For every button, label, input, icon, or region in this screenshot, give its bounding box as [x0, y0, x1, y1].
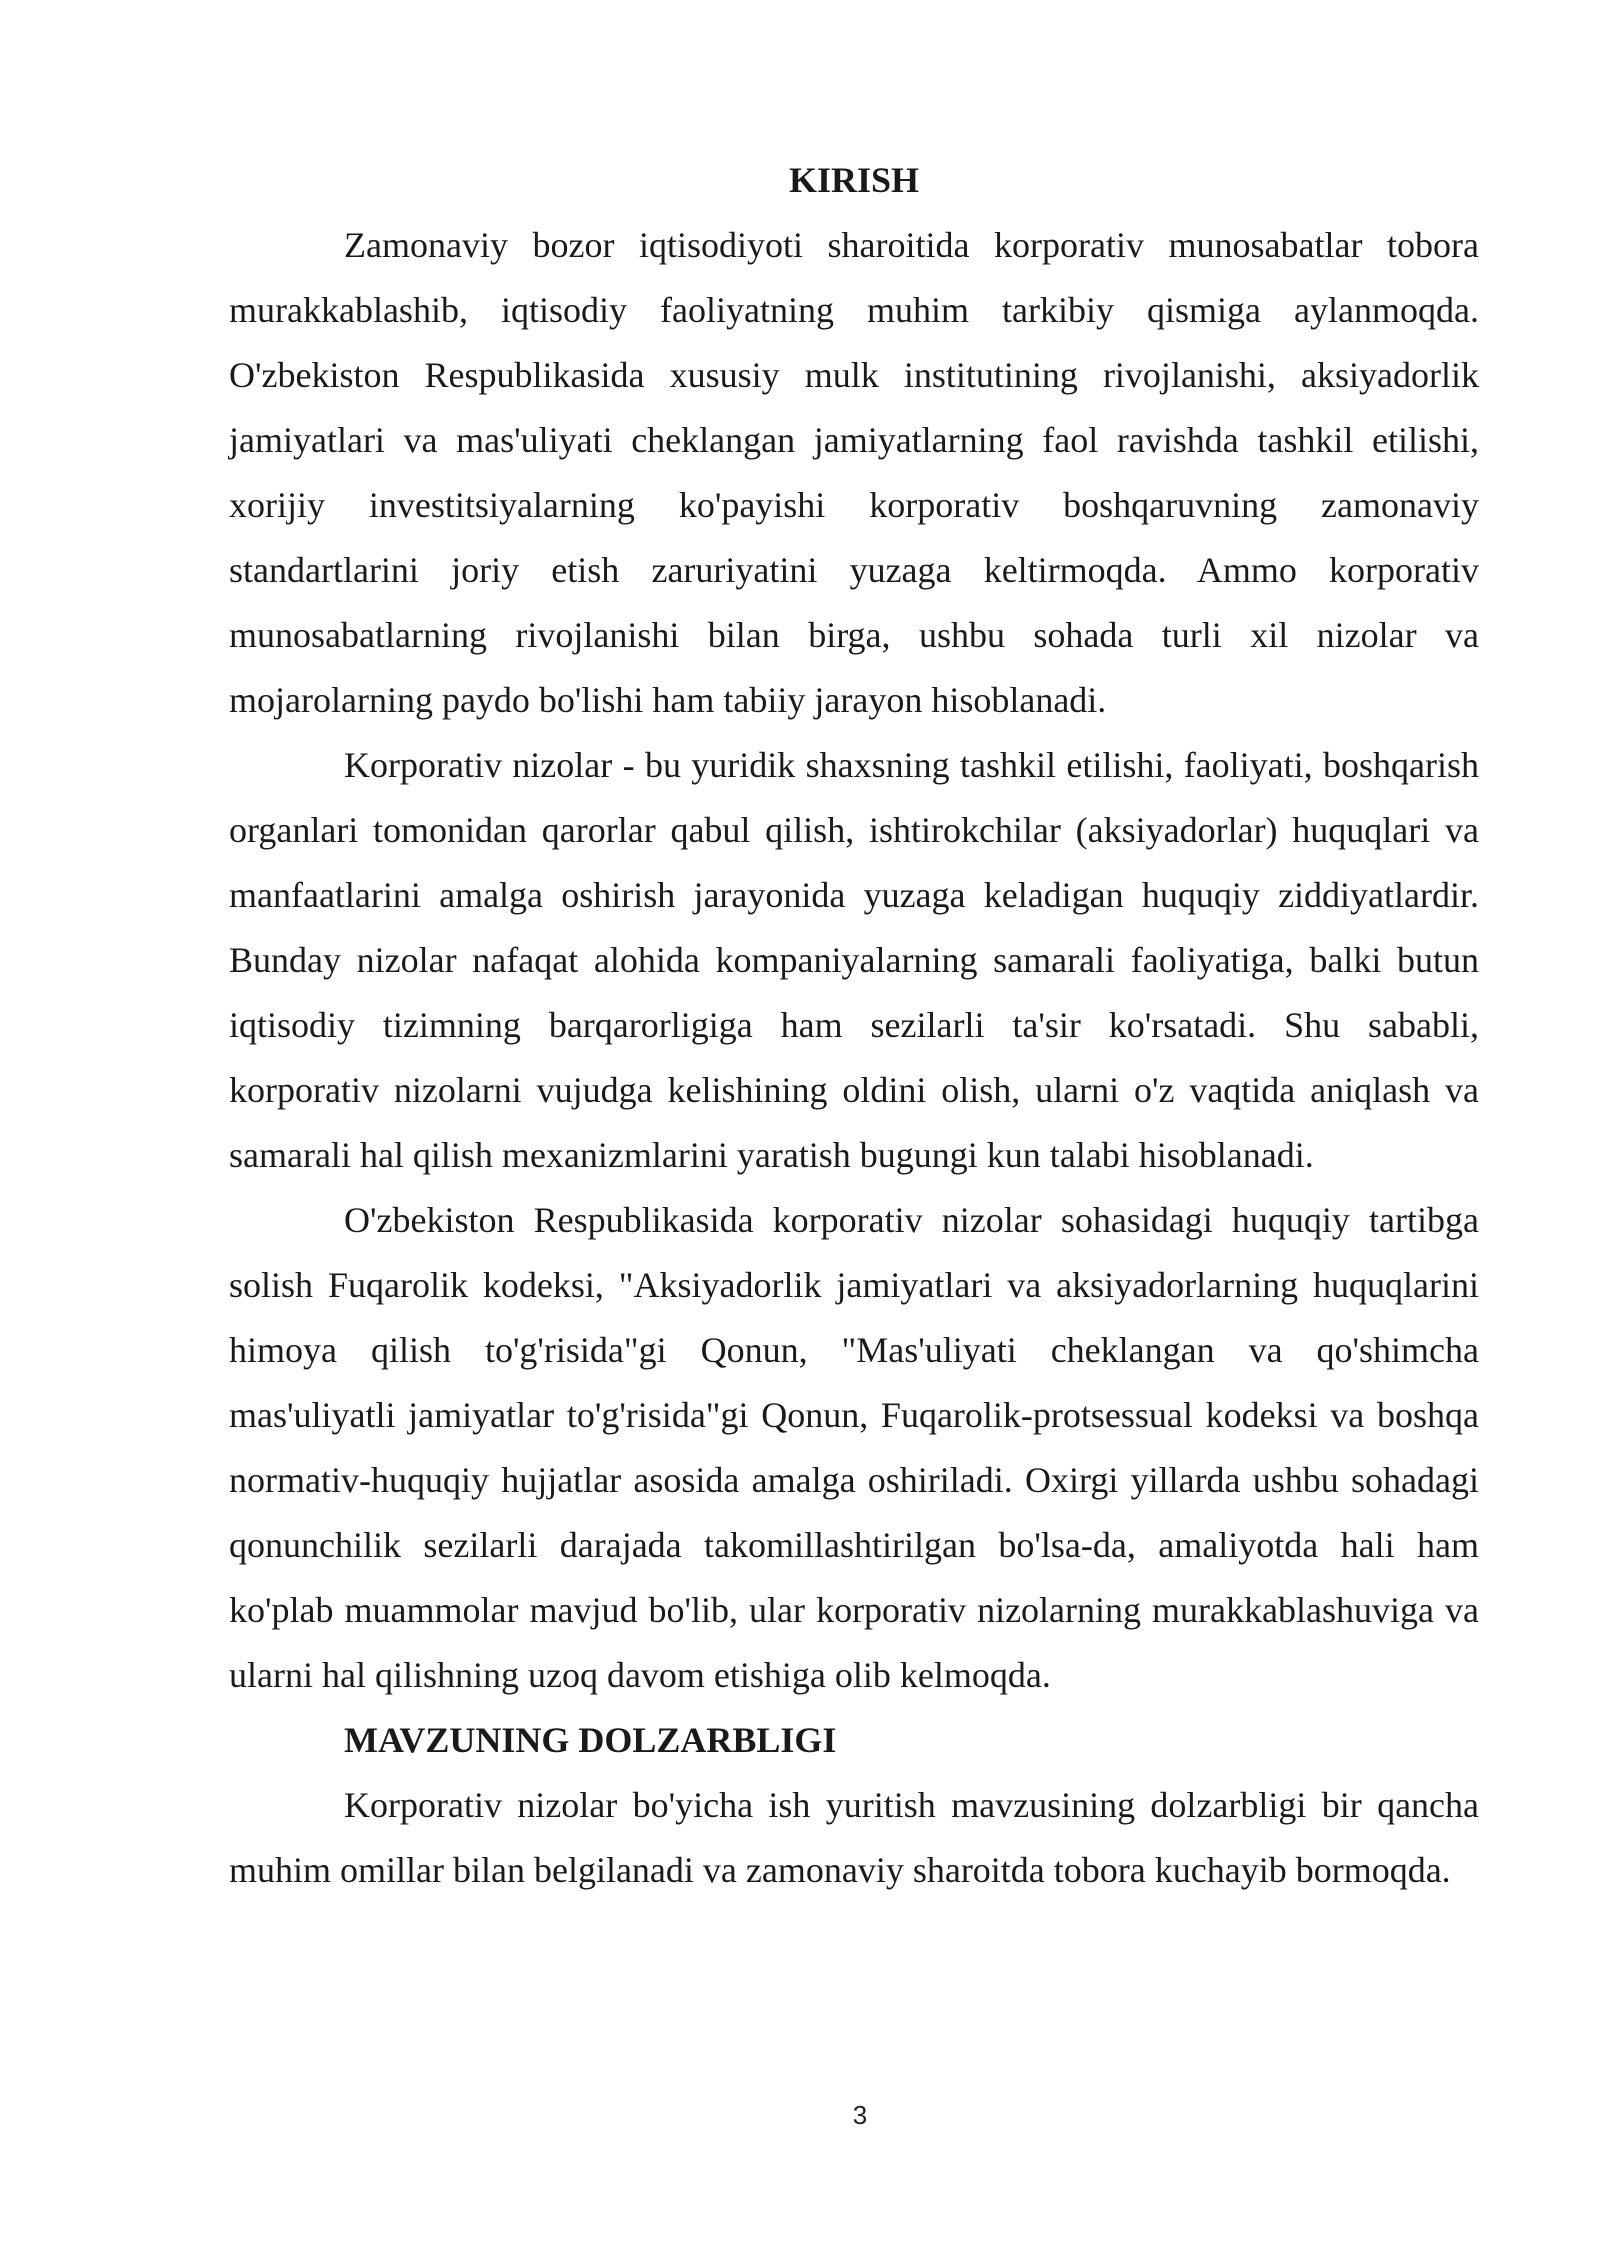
section-heading: MAVZUNING DOLZARBLIGI: [344, 1720, 837, 1760]
paragraph-1: Zamonaviy bozor iqtisodiyoti sharoitida korporativ munosabatlar tobora murakkablashib, iqtisodiy faoliyatning muhim tarkibiy qismiga aylanmoqda. O'zbekiston Respublikasida xususiy mulk institutining rivojlanishi, aksiyadorlik jamiyatlari va mas'uliyati cheklangan jamiyatlarning faol ravishda tashkil etilishi, xorijiy investitsiyalarning ko'payishi korporativ boshqaruvning zamonaviy standartlarini joriy etish zaruriyatini yuzaga keltirmoqda. Ammo korporativ munosabatlarning rivojlanishi bilan birga, ushbu sohada turli xil nizolar va mojarolarning paydo bo'lishi ham tabiiy jarayon hisoblanadi.: [229, 225, 1479, 720]
paragraph-3: O'zbekiston Respublikasida korporativ nizolar sohasidagi huquqiy tartibga solish Fuqarolik kodeksi, "Aksiyadorlik jamiyatlari va aksiyadorlarning huquqlarini himoya qilish to'g'risida"gi Qonun, "Mas'uliyati cheklangan va qo'shimcha mas'uliyatli jamiyatlar to'g'risida"gi Qonun, Fuqarolik-protsessual kodeksi va boshqa normativ-huquqiy hujjatlar asosida amalga oshiriladi. Oxirgi yillarda ushbu sohadagi qonunchilik sezilarli darajada takomillashtirilgan bo'lsa-da, amaliyotda hali ham ko'plab muammolar mavjud bo'lib, ular korporativ nizolarning murakkablashuviga va ularni hal qilishning uzoq davom etishiga olib kelmoqda.: [229, 1200, 1479, 1695]
page-content: [229, 148, 1479, 1903]
page-title: KIRISH: [788, 160, 920, 200]
paragraph-2: Korporativ nizolar - bu yuridik shaxsning tashkil etilishi, faoliyati, boshqarish organlari tomonidan qarorlar qabul qilish, ishtirokchilar (aksiyadorlar) huquqlari va manfaatlarini amalga oshirish jarayonida yuzaga keladigan huquqiy ziddiyatlardir. Bunday nizolar nafaqat alohida kompaniyalarning samarali faoliyatiga, balki butun iqtisodiy tizimning barqarorligiga ham sezilarli ta'sir ko'rsatadi. Shu sababli, korporativ nizolarni vujudga kelishining oldini olish, ularni o'z vaqtida aniqlash va samarali hal qilish mexanizmlarini yaratish bugungi kun talabi hisoblanadi.: [229, 745, 1479, 1175]
page-number: 3: [852, 2100, 868, 2130]
section-paragraph: Korporativ nizolar bo'yicha ish yuritish mavzusining dolzarbligi bir qancha muhim omillar bilan belgilanadi va zamonaviy sharoitda tobora kuchayib bormoqda.: [229, 1785, 1479, 1890]
